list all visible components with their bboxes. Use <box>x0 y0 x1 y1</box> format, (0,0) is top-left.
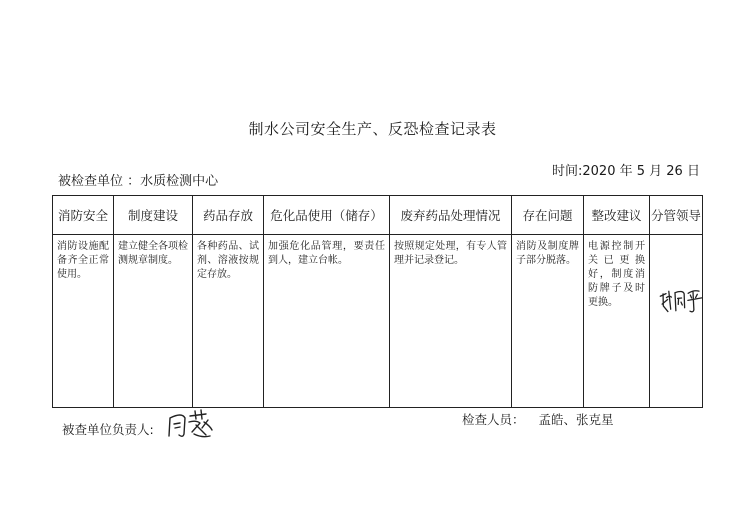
form-title: 制水公司安全生产、反恐检查记录表 <box>248 120 497 138</box>
table-row <box>53 235 703 408</box>
inspected-unit-label: 被检查单位 ： <box>58 174 141 189</box>
inspected-unit-value: 水质检测中心 <box>140 174 219 189</box>
header-chemical-storage: 药品存放 <box>193 196 264 235</box>
header-problems: 存在问题 <box>512 196 584 235</box>
inspectors <box>462 410 614 428</box>
table-header-row <box>53 196 703 235</box>
inspected-unit <box>58 170 218 189</box>
inspection-record-table <box>52 195 703 408</box>
leader-signature <box>656 282 708 323</box>
header-fire-safety: 消防安全 <box>53 196 114 235</box>
header-system-building: 制度建设 <box>114 196 193 235</box>
cell-fire-safety: 消防设施配备齐全正常使用。 <box>53 235 114 408</box>
cell-problems: 消防及制度牌子部分脱落。 <box>512 235 584 408</box>
inspection-date: 时间:2020 年 5 月 26 日 <box>552 164 700 179</box>
responsible-person: 被查单位负责人: <box>62 422 154 437</box>
header-hazardous-chemicals: 危化品使用（储存） <box>264 196 390 235</box>
cell-chemical-storage: 各种药品、试剂、溶液按规定存放。 <box>193 235 264 408</box>
responsible-signature <box>166 408 220 442</box>
cell-leader <box>650 235 703 408</box>
inspectors-names: 孟皓、张克星 <box>538 412 614 427</box>
header-waste-disposal: 废弃药品处理情况 <box>390 196 512 235</box>
cell-system-building: 建立健全各项检测规章制度。 <box>114 235 193 408</box>
header-suggestions: 整改建议 <box>584 196 650 235</box>
cell-suggestions: 电源控制开关已更换好，制度消防牌子及时更换。 <box>584 235 650 408</box>
header-leader: 分管领导 <box>650 196 703 235</box>
inspectors-label: 检查人员： <box>462 412 525 427</box>
cell-hazardous-chemicals: 加强危化品管理，要责任到人，建立台帐。 <box>264 235 390 408</box>
cell-waste-disposal: 按照规定处理，有专人管理并记录登记。 <box>390 235 512 408</box>
